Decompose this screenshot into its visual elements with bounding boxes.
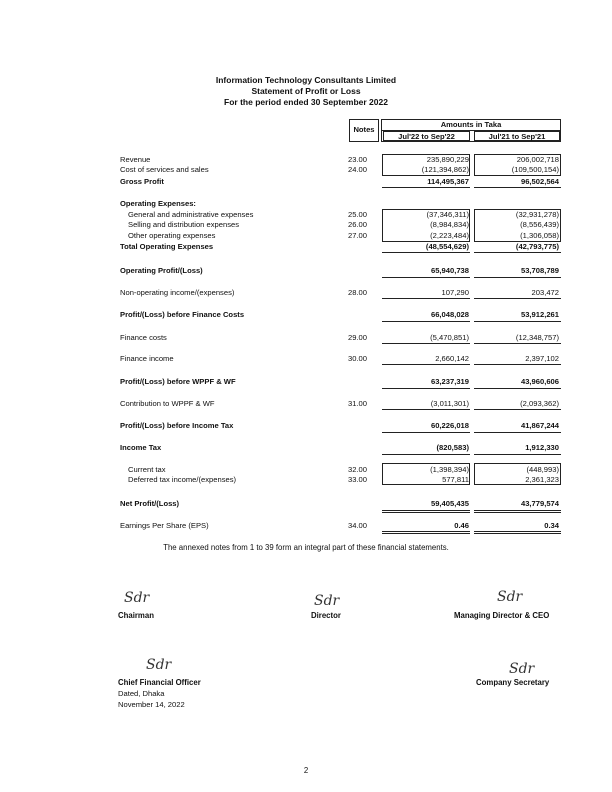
ga-label: General and administrative expenses <box>128 210 254 219</box>
op-profit-col1: 65,940,738 <box>430 266 469 275</box>
fin-cost-label: Finance costs <box>120 333 167 342</box>
sd-label: Selling and distribution expenses <box>128 220 240 229</box>
other-value-col2: (1,306,058) <box>520 231 559 240</box>
nonop-value-col2: 203,472 <box>531 288 559 297</box>
revenue-label: Revenue <box>120 155 151 164</box>
opex-underline-col2 <box>474 252 561 253</box>
ga-note: 25.00 <box>347 210 367 219</box>
other-note: 27.00 <box>347 231 367 240</box>
gross-profit-label: Gross Profit <box>120 177 164 186</box>
gross-underline-col2 <box>474 187 561 188</box>
revenue-note: 23.00 <box>347 155 367 164</box>
net-underline-col2 <box>474 510 561 511</box>
fin-income-col2: 2,397,102 <box>525 354 559 363</box>
col1-header: Jul'22 to Sep'22 <box>398 132 455 141</box>
cfo-signature: Sdr <box>146 657 172 673</box>
opex-title: Operating Expenses: <box>120 199 196 208</box>
pbfc-col2: 53,912,261 <box>520 310 559 319</box>
def-tax-col1: 577,811 <box>442 475 469 484</box>
pbwppf-col1: 63,237,319 <box>430 377 469 386</box>
pbfc-col1: 66,048,028 <box>430 310 469 319</box>
tax-col1: (820,583) <box>436 443 469 452</box>
cost-value-col2: (109,500,154) <box>511 165 559 174</box>
net-profit-col1: 59,405,435 <box>430 499 469 508</box>
md-signature: Sdr <box>497 589 523 605</box>
wppf-label: Contribution to WPPF & WF <box>120 399 215 408</box>
op-profit-col2: 53,708,789 <box>520 266 559 275</box>
revenue-value-col1: 235,890,229 <box>426 155 469 164</box>
secretary-signature: Sdr <box>509 661 535 677</box>
cur-tax-note: 32.00 <box>347 465 367 474</box>
footnote: The annexed notes from 1 to 39 form an integral part of these financial statements. <box>163 543 449 552</box>
net-profit-col2: 43,779,574 <box>520 499 559 508</box>
page-number: 2 <box>303 766 309 775</box>
sd-value-col1: (8,984,834) <box>430 220 469 229</box>
ga-value-col1: (37,346,311) <box>426 210 469 219</box>
pbit-underline-col2 <box>474 432 561 433</box>
pbfc-underline-col1 <box>382 321 470 322</box>
director-title: Director <box>311 611 341 620</box>
pbfc-underline-col2 <box>474 321 561 322</box>
fin-income-underline-col2 <box>474 364 561 365</box>
def-tax-note: 33.00 <box>347 475 367 484</box>
eps-underline-col2 <box>474 531 561 532</box>
cur-tax-label: Current tax <box>128 465 166 474</box>
cur-tax-col2: (448,993) <box>526 465 559 474</box>
total-opex-col1: (48,554,629) <box>425 242 469 251</box>
sd-note: 26.00 <box>347 220 367 229</box>
def-tax-col2: 2,361,323 <box>525 475 559 484</box>
pbwppf-label: Profit/(Loss) before WPPF & WF <box>120 377 236 386</box>
other-value-col1: (2,223,484) <box>430 231 469 240</box>
fin-cost-col1: (5,470,851) <box>430 333 469 342</box>
director-signature: Sdr <box>314 593 340 609</box>
pbwppf-underline-col2 <box>474 388 561 389</box>
pbwppf-underline-col1 <box>382 388 470 389</box>
ga-value-col2: (32,931,278) <box>515 210 559 219</box>
chairman-signature: Sdr <box>124 590 150 606</box>
notes-header: Notes <box>353 125 375 134</box>
tax-underline-col2 <box>474 454 561 455</box>
cost-label: Cost of services and sales <box>120 165 209 174</box>
dated-text: Dated, Dhaka <box>118 689 165 698</box>
nonop-value-col1: 107,290 <box>441 288 469 297</box>
fin-income-label: Finance income <box>120 354 174 363</box>
fin-income-col1: 2,660,142 <box>435 354 469 363</box>
sd-value-col2: (8,556,439) <box>520 220 559 229</box>
tax-label: Income Tax <box>120 443 162 452</box>
company-name: Information Technology Consultants Limited <box>215 75 397 85</box>
wppf-underline-col2 <box>474 409 561 410</box>
total-opex-col2: (42,793,775) <box>515 242 559 251</box>
cost-value-col1: (121,394,862) <box>421 165 469 174</box>
fin-income-note: 30.00 <box>347 354 367 363</box>
col2-header: Jul'21 to Sep'21 <box>488 132 546 141</box>
total-opex-label: Total Operating Expenses <box>120 242 214 251</box>
opex-underline-col1 <box>382 252 470 253</box>
pbfc-label: Profit/(Loss) before Finance Costs <box>120 310 245 319</box>
secretary-title: Company Secretary <box>476 678 550 687</box>
net-double-underline-col1 <box>382 512 470 513</box>
wppf-underline-col1 <box>382 409 470 410</box>
md-title: Managing Director & CEO <box>454 611 550 620</box>
cfo-title: Chief Financial Officer <box>118 678 201 687</box>
nonop-underline-col1 <box>382 298 470 299</box>
tax-underline-col1 <box>382 454 470 455</box>
eps-label: Earnings Per Share (EPS) <box>120 521 209 530</box>
gross-profit-col2: 96,502,564 <box>520 177 559 186</box>
nonop-label: Non-operating income/(expenses) <box>120 288 235 297</box>
fin-cost-col2: (12,348,757) <box>515 333 559 342</box>
eps-double-underline-col2 <box>474 533 561 534</box>
chairman-title: Chairman <box>118 611 154 620</box>
tax-col2: 1,912,330 <box>525 443 559 452</box>
fin-cost-underline-col1 <box>382 343 470 344</box>
fin-cost-underline-col2 <box>474 343 561 344</box>
eps-double-underline-col1 <box>382 533 470 534</box>
net-underline-col1 <box>382 510 470 511</box>
pbit-underline-col1 <box>382 432 470 433</box>
op-profit-underline-col2 <box>474 277 561 278</box>
eps-underline-col1 <box>382 531 470 532</box>
amounts-header: Amounts in Taka <box>440 120 502 129</box>
gross-underline-col1 <box>382 187 470 188</box>
op-profit-label: Operating Profit/(Loss) <box>120 266 203 275</box>
pbit-col1: 60,226,018 <box>430 421 469 430</box>
eps-col1: 0.46 <box>454 521 469 530</box>
revenue-value-col2: 206,002,718 <box>516 155 559 164</box>
pbwppf-col2: 43,960,606 <box>520 377 559 386</box>
fin-income-underline-col1 <box>382 364 470 365</box>
wppf-col2: (2,093,362) <box>520 399 559 408</box>
wppf-note: 31.00 <box>347 399 367 408</box>
cost-note: 24.00 <box>347 165 367 174</box>
def-tax-label: Deferred tax income/(expenses) <box>128 475 237 484</box>
net-double-underline-col2 <box>474 512 561 513</box>
op-profit-underline-col1 <box>382 277 470 278</box>
other-label: Other operating expenses <box>128 231 216 240</box>
pbit-col2: 41,867,244 <box>520 421 559 430</box>
pbit-label: Profit/(Loss) before Income Tax <box>120 421 234 430</box>
wppf-col1: (3,011,301) <box>430 399 469 408</box>
statement-period: For the period ended 30 September 2022 <box>224 97 388 107</box>
eps-col2: 0.34 <box>544 521 559 530</box>
eps-note: 34.00 <box>347 521 367 530</box>
gross-profit-col1: 114,495,367 <box>427 177 469 186</box>
nonop-note: 28.00 <box>347 288 367 297</box>
statement-title: Statement of Profit or Loss <box>251 86 361 96</box>
nonop-underline-col2 <box>474 298 561 299</box>
cur-tax-col1: (1,398,394) <box>430 465 469 474</box>
net-profit-label: Net Profit/(Loss) <box>120 499 180 508</box>
date-text: November 14, 2022 <box>118 700 185 709</box>
fin-cost-note: 29.00 <box>347 333 367 342</box>
